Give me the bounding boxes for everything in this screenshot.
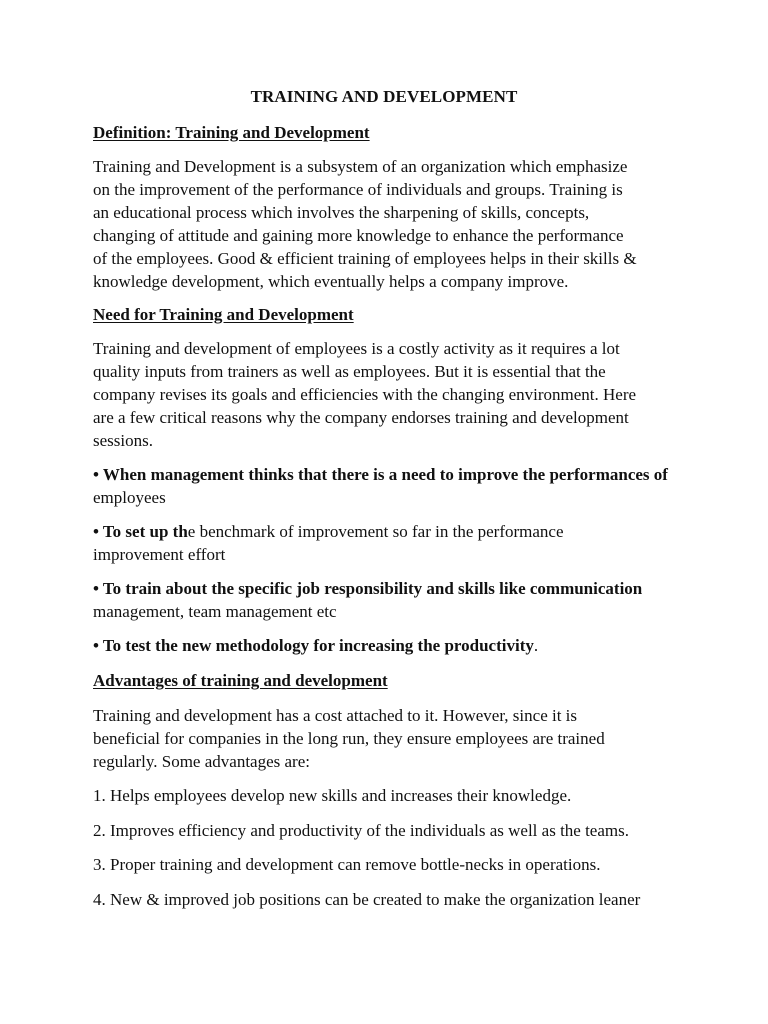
need-line-4: are a few critical reasons why the company endorses training and development <box>93 408 629 427</box>
advantages-line-1: Training and development has a cost attached to it. However, since it is <box>93 706 578 725</box>
page-title: TRAINING AND DEVELOPMENT <box>250 87 518 106</box>
need-bullet-4-bold: • To test the new methodology for increasing the productivity <box>93 636 534 655</box>
advantages-line-2: beneficial for companies in the long run, they ensure employees are trained <box>93 729 605 748</box>
advantages-heading: Advantages of training and development <box>93 671 388 690</box>
advantages-line-3: regularly. Some advantages are: <box>93 752 310 771</box>
need-bullet-4-normal: . <box>533 636 539 655</box>
need-bullet-3-cont: management, team management etc <box>93 602 337 621</box>
need-bullet-2-normal: e benchmark of improvement so far in the performance <box>187 522 564 541</box>
need-line-3: company revises its goals and efficiencies with the changing environment. Here <box>93 385 637 404</box>
definition-line-1: Training and Development is a subsystem of an organization which emphasize <box>93 157 628 176</box>
definition-line-2: on the improvement of the performance of individuals and groups. Training is <box>93 180 623 199</box>
need-bullet-2-cont: improvement effort <box>93 545 226 564</box>
need-bullet-1: • When management thinks that there is a need to improve the performances of <box>93 465 668 484</box>
definition-line-4: changing of attitude and gaining more knowledge to enhance the performance <box>93 226 624 245</box>
need-bullet-2-bold: • To set up th <box>93 522 188 541</box>
need-line-1: Training and development of employees is a costly activity as it requires a lot <box>93 339 620 358</box>
advantage-item-4: 4. New & improved job positions can be created to make the organization leaner <box>93 890 641 909</box>
definition-line-6: knowledge development, which eventually helps a company improve. <box>93 272 569 291</box>
need-heading: Need for Training and Development <box>93 305 354 324</box>
definition-line-3: an educational process which involves the sharpening of skills, concepts, <box>93 203 590 222</box>
definition-heading: Definition: Training and Development <box>93 123 370 142</box>
advantage-item-2: 2. Improves efficiency and productivity of the individuals as well as the teams. <box>93 821 629 840</box>
need-bullet-3: • To train about the specific job responsibility and skills like communication <box>93 579 643 598</box>
need-line-5: sessions. <box>93 431 153 450</box>
need-line-2: quality inputs from trainers as well as employees. But it is essential that the <box>93 362 606 381</box>
advantage-item-1: 1. Helps employees develop new skills and increases their knowledge. <box>93 786 572 805</box>
advantage-item-3: 3. Proper training and development can remove bottle-necks in operations. <box>93 855 601 874</box>
need-bullet-2 <box>93 521 564 543</box>
definition-line-5: of the employees. Good & efficient training of employees helps in their skills & <box>93 249 637 268</box>
need-bullet-1-cont: employees <box>93 488 166 507</box>
need-bullet-4 <box>93 635 538 657</box>
